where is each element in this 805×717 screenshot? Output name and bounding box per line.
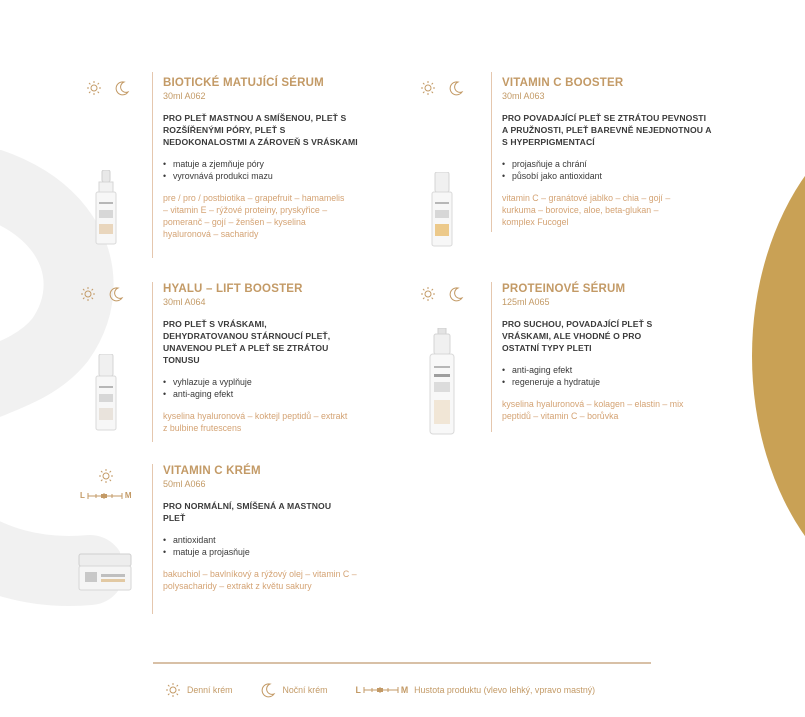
benefit-item: • matuje a zjemňuje póry xyxy=(163,158,393,170)
skin-type: PRO NORMÁLNÍ, SMÍŠENÁ A MASTNOU PLEŤ xyxy=(163,501,332,523)
moon-icon xyxy=(448,286,464,302)
moon-icon xyxy=(448,80,464,96)
product-title: PROTEINOVÉ SÉRUM xyxy=(502,283,626,295)
footer-divider xyxy=(153,662,651,664)
skin-type: PRO PLEŤ MASTNOU A SMÍŠENOU, PLEŤ S ROZŠÍŘENÝMI PÓRY, PLEŤ S NEDOKONALOSTMI A ZÁROVEŇ S VRÁSKAMI xyxy=(163,113,358,147)
serum-bottle-image xyxy=(92,170,120,246)
benefit-item: • vyrovnává produkci mazu xyxy=(163,170,393,182)
benefit-item: • působí jako antioxidant xyxy=(502,170,732,182)
ingredients: kyselina hyaluronová – kolagen – elastin – mix peptidů – vitamin C – borůvka xyxy=(502,399,684,421)
serum-pump-bottle-image xyxy=(426,328,458,436)
moon-icon xyxy=(260,682,276,698)
benefit-item: • anti-aging efekt xyxy=(502,364,732,376)
product-card xyxy=(163,76,393,240)
ingredients: kyselina hyaluronová – koktejl peptidů – extrakt z bulbine frutescens xyxy=(163,411,348,433)
density-right-label: M xyxy=(400,685,409,695)
product-card xyxy=(502,76,732,228)
moon-icon xyxy=(114,80,130,96)
product-title: VITAMIN C KRÉM xyxy=(163,465,261,477)
cream-jar-image xyxy=(77,552,133,592)
divider-line xyxy=(152,464,153,614)
product-code: 50ml A066 xyxy=(163,479,206,489)
sun-icon xyxy=(98,468,114,484)
legend xyxy=(165,682,617,698)
divider-line xyxy=(491,72,492,232)
product-title: BIOTICKÉ MATUJÍCÍ SÉRUM xyxy=(163,77,324,89)
sun-icon xyxy=(80,286,96,302)
legend-night xyxy=(260,682,327,698)
sun-icon xyxy=(86,80,102,96)
density-left-label: L xyxy=(355,685,361,695)
product-code: 30ml A063 xyxy=(502,91,545,101)
skin-type: PRO PLEŤ S VRÁSKAMI, DEHYDRATOVANOU STÁRNOUCÍ PLEŤ, UNAVENOU PLEŤ A PLEŤ SE ZTRÁTOU TONUSU xyxy=(163,319,331,365)
skin-type: PRO SUCHOU, POVADAJÍCÍ PLEŤ S VRÁSKAMI, ALE VHODNÉ O PRO OSTATNÍ TYPY PLETI xyxy=(502,319,653,353)
usage-icons xyxy=(420,286,464,302)
product-title: VITAMIN C BOOSTER xyxy=(502,77,624,89)
density-scale-icon xyxy=(87,492,123,500)
legend-day-label: Denní krém xyxy=(187,685,233,695)
product-code: 30ml A062 xyxy=(163,91,206,101)
skin-type: PRO POVADAJÍCÍ PLEŤ SE ZTRÁTOU PEVNOSTI A PRUŽNOSTI, PLEŤ BAREVNĚ NEJEDNOTNOU A S HYPERPIGMENTACÍ xyxy=(502,113,712,147)
density-scale xyxy=(355,685,408,695)
density-scale xyxy=(80,491,132,500)
decorative-gold-circle xyxy=(752,96,805,616)
booster-bottle-image xyxy=(428,172,456,248)
divider-line xyxy=(152,72,153,258)
sun-icon xyxy=(165,682,181,698)
moon-icon xyxy=(108,286,124,302)
density-scale-icon xyxy=(363,686,399,694)
benefit-item: • anti-aging efekt xyxy=(163,388,393,400)
sun-icon xyxy=(420,286,436,302)
usage-icons xyxy=(420,80,464,96)
booster-bottle-image xyxy=(92,354,120,432)
benefit-item: • vyhlazuje a vyplňuje xyxy=(163,376,393,388)
benefit-list xyxy=(163,376,393,400)
density-right-label: M xyxy=(124,491,132,500)
benefit-item: • regeneruje a hydratuje xyxy=(502,376,732,388)
ingredients: bakuchiol – bavlníkový a rýžový olej – vitamin C – polysacharidy – extrakt z květu sakury xyxy=(163,569,357,591)
benefit-item: • matuje a projasňuje xyxy=(163,546,393,558)
divider-line xyxy=(152,282,153,442)
product-code: 30ml A064 xyxy=(163,297,206,307)
usage-icons xyxy=(86,80,130,96)
benefit-list xyxy=(502,158,732,182)
ingredients: pre / pro / postbiotika – grapefruit – hamamelis – vitamin E – rýžové proteiny, pryskyřice – pomeranč – gojí – ženšen – kyselina hyaluronová – sacharidy xyxy=(163,193,345,239)
legend-night-label: Noční krém xyxy=(282,685,328,695)
usage-icons xyxy=(98,468,114,484)
product-card xyxy=(163,464,393,592)
product-code: 125ml A065 xyxy=(502,297,550,307)
divider-line xyxy=(491,282,492,432)
product-card xyxy=(502,282,732,422)
product-title: HYALU – LIFT BOOSTER xyxy=(163,283,303,295)
product-card xyxy=(163,282,393,434)
benefit-item: • antioxidant xyxy=(163,534,393,546)
sun-icon xyxy=(420,80,436,96)
benefit-item: • projasňuje a chrání xyxy=(502,158,732,170)
benefit-list xyxy=(163,158,393,182)
usage-icons xyxy=(80,286,124,302)
legend-density-label: Hustota produktu (vlevo lehký, vpravo mastný) xyxy=(414,685,596,695)
density-left-label: L xyxy=(80,491,85,500)
ingredients: vitamin C – granátové jablko – chia – gojí – kurkuma – borovice, aloe, beta-glukan – komplex Fucogel xyxy=(502,193,671,227)
benefit-list xyxy=(163,534,393,558)
legend-day xyxy=(165,682,232,698)
legend-density xyxy=(355,685,595,695)
benefit-list xyxy=(502,364,732,388)
